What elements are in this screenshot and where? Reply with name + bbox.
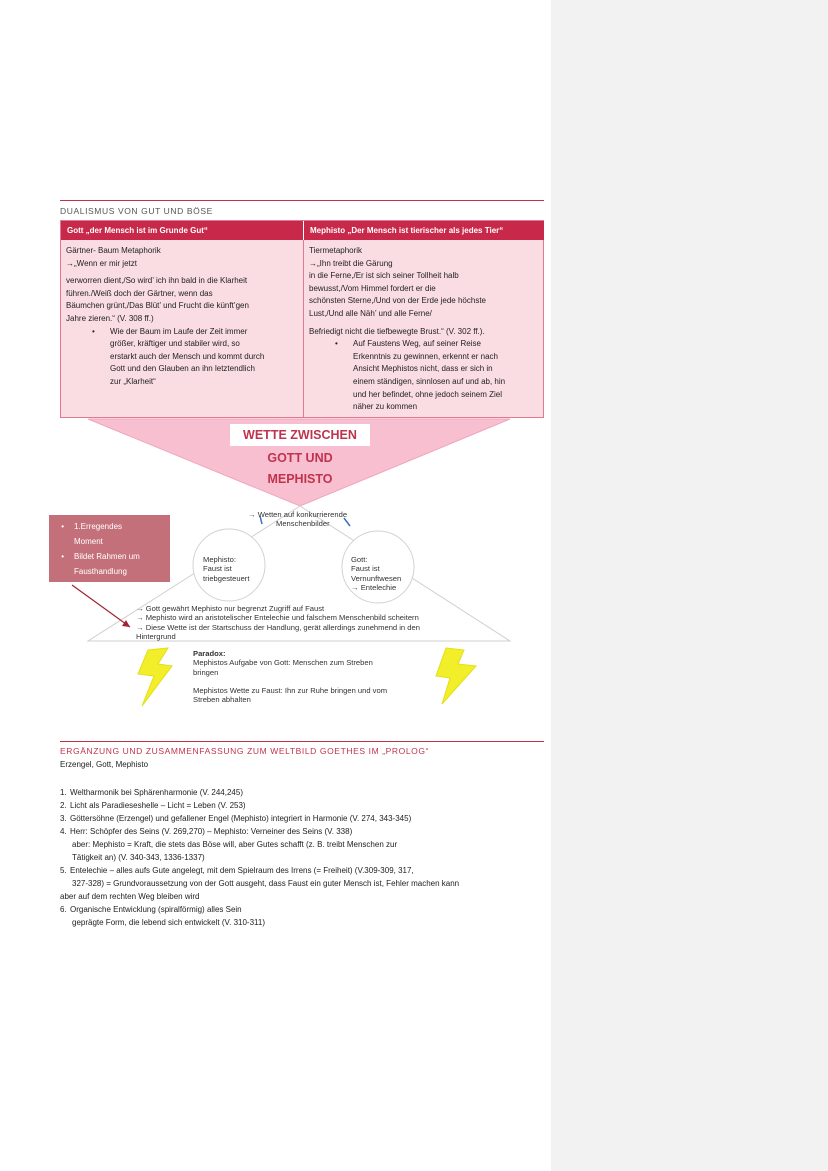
text-line: 1.Erregendes: [74, 522, 123, 531]
text-line: Moment: [74, 537, 103, 546]
list-item-continuation: aber auf dem rechten Weg bleiben wird: [60, 892, 200, 901]
text-line: → Entelechie: [351, 582, 397, 592]
text-line: einem ständigen, sinnlosen auf und ab, hin: [353, 376, 506, 386]
text-line: Bäumchen grünt,/Das Blüt’ und Frucht die künft’gen: [66, 301, 249, 311]
bet-top-text-2: Menschenbilder: [276, 519, 330, 528]
list-item-text: Licht als Paradieseshelle – Licht = Leben (V. 253): [70, 801, 246, 810]
list-item: 2. Licht als Paradieseshelle – Licht = Leben (V. 253): [60, 801, 246, 810]
text-line: Streben abhalten: [193, 695, 251, 705]
list-item-continuation: Tätigkeit an) (V. 340-343, 1336-1337): [72, 853, 205, 862]
list-item-text: Entelechie – alles aufs Gute angelegt, mit dem Spielraum des Irrens (= Freiheit) (V.309-309, 317,: [70, 866, 414, 875]
bullet-icon: •: [61, 522, 64, 531]
text-line: Ansicht Mephistos nicht, dass er sich in: [353, 364, 493, 374]
text-line: Gott und den Glauben an ihn letztendlich: [110, 364, 255, 374]
text-line: Wie der Baum im Laufe der Zeit immer: [110, 326, 248, 336]
connector-arrow: [72, 585, 130, 627]
text-line: → Mephisto wird an aristotelischer Entelechie und falschem Menschenbild scheitern: [136, 613, 419, 623]
section-title-dualism: DUALISMUS VON GUT UND BÖSE: [60, 206, 213, 216]
text-line: Mephistos Wette zu Faust: Ihn zur Ruhe bringen und vom: [193, 685, 388, 695]
bet-notes: [136, 604, 420, 641]
bullet-icon: •: [92, 326, 95, 336]
side-note-box: [49, 515, 170, 582]
text-line: bewusst,/Vom Himmel fordert er die: [309, 283, 436, 293]
bet-title-line-2: GOTT UND: [267, 451, 333, 465]
bullet-icon: •: [335, 339, 338, 349]
list-item: 1. Weltharmonik bei Sphärenharmonie (V. 244,245): [60, 788, 243, 797]
text-line: Mephistos Aufgabe von Gott: Menschen zum Streben: [193, 658, 373, 668]
bullet-icon: •: [61, 552, 64, 561]
text-line: → Diese Wette ist der Startschuss der Handlung, gerät allerdings zunehmend in den: [136, 622, 420, 632]
bet-title-line-3: MEPHISTO: [267, 472, 333, 486]
gott-label: [351, 555, 401, 592]
text-line: → Gott gewährt Mephisto nur begrenzt Zugriff auf Faust: [136, 604, 325, 613]
paradox-block: [193, 649, 387, 704]
text-line: Gärtner- Baum Metaphorik: [66, 246, 161, 255]
bet-top-text-1: → Wetten auf konkurrierende: [248, 510, 348, 519]
bet-title-line-1: WETTE ZWISCHEN: [230, 424, 370, 446]
text-line: Befriedigt nicht die tiefbewegte Brust.“ (V. 302 ff.).: [309, 326, 485, 336]
list-item-continuation: aber: Mephisto = Kraft, die stets das Böse will, aber Gutes schafft (z. B. treibt Menschen zur: [72, 840, 398, 849]
text-line: Jahre zieren.“ (V. 308 ff.): [66, 313, 154, 323]
lightning-right-icon: [436, 648, 476, 704]
text-line: Gott:: [351, 555, 368, 564]
summary-list: [60, 786, 544, 929]
list-item-text: Göttersöhne (Erzengel) und gefallener Engel (Mephisto) integriert in Harmonie (V. 274, 343-345): [70, 814, 412, 823]
list-item: 4. Herr: Schöpfer des Seins (V. 269,270) – Mephisto: Verneiner des Seins (V. 338): [60, 827, 353, 836]
text-line: Lust,/Und alle Näh’ und alle Ferne/: [309, 308, 432, 318]
text-line: Faust ist: [203, 564, 232, 574]
text-line: in die Ferne,/Er ist sich seiner Tollheit halb: [309, 271, 459, 281]
text-line: Erkenntnis zu gewinnen, erkennt er nach: [353, 351, 498, 361]
section-rule-bottom: [60, 741, 544, 742]
text-line: näher zu kommen: [353, 402, 418, 412]
text-line: Tiermetaphorik: [309, 246, 363, 255]
mephisto-label: [203, 555, 249, 583]
text-line: größer, kräftiger und stabiler wird, so: [110, 339, 240, 349]
side-note-item: [49, 549, 170, 579]
text-line: triebgesteuert: [203, 573, 250, 583]
list-item: 3. Göttersöhne (Erzengel) und gefallener Engel (Mephisto) integriert in Harmonie (V. 274, 343-345): [60, 814, 412, 823]
text-line: zur „Klarheit“: [110, 376, 156, 386]
header-gott: Gott „der Mensch ist im Grunde Gut“: [61, 221, 303, 240]
text-line: und her befindet, ohne jedoch seinem Ziel: [353, 389, 502, 399]
section-subtitle: Erzengel, Gott, Mephisto: [60, 760, 149, 769]
text-line: erstarkt auch der Mensch und kommt durch: [110, 351, 265, 361]
text-line: verworren dient,/So wird’ ich ihn bald in die Klarheit: [66, 276, 248, 286]
text-line: schönsten Sterne,/Und von der Erde jede höchste: [309, 296, 486, 306]
list-item-text: Herr: Schöpfer des Seins (V. 269,270) – Mephisto: Verneiner des Seins (V. 338): [70, 827, 353, 836]
list-item-text: Organische Entwicklung (spiralförmig) alles Sein: [70, 905, 242, 914]
text-line: →„Wenn er mir jetzt: [66, 258, 137, 268]
paradox-heading: Paradox:: [193, 649, 226, 658]
list-item-continuation: 327-328) = Grundvoraussetzung von der Gott ausgeht, dass Faust ein guter Mensch ist, Fehler machen kann: [72, 879, 460, 888]
text-line: Mephisto:: [203, 555, 236, 564]
side-note-item: [49, 519, 170, 549]
list-item: 6. Organische Entwicklung (spiralförmig) alles Sein: [60, 905, 242, 914]
text-line: führen./Weiß doch der Gärtner, wenn das: [66, 288, 213, 298]
list-item-text: Weltharmonik bei Sphärenharmonie (V. 244,245): [70, 788, 243, 797]
list-item: 5. Entelechie – alles aufs Gute angelegt, mit dem Spielraum des Irrens (= Freiheit) (V.309-309, 317,: [60, 866, 414, 875]
text-line: Faust ist: [351, 564, 380, 574]
text-line: Bildet Rahmen um: [74, 552, 140, 561]
text-line: bringen: [193, 667, 219, 677]
section-title-summary: ERGÄNZUNG UND ZUSAMMENFASSUNG ZUM WELTBILD GOETHES IM „PROLOG“: [60, 746, 430, 756]
text-line: Hintergrund: [136, 631, 176, 641]
list-item-continuation: geprägte Form, die lebend sich entwickelt (V. 310-311): [72, 918, 265, 927]
lightning-left-icon: [138, 648, 172, 706]
text-line: Auf Faustens Weg, auf seiner Reise: [353, 339, 481, 349]
text-line: Vernunftwesen: [351, 573, 402, 583]
text-line: →„Ihn treibt die Gärung: [309, 258, 393, 268]
text-line: Fausthandlung: [74, 567, 127, 576]
header-mephisto: Mephisto „Der Mensch ist tierischer als jedes Tier“: [303, 221, 544, 240]
